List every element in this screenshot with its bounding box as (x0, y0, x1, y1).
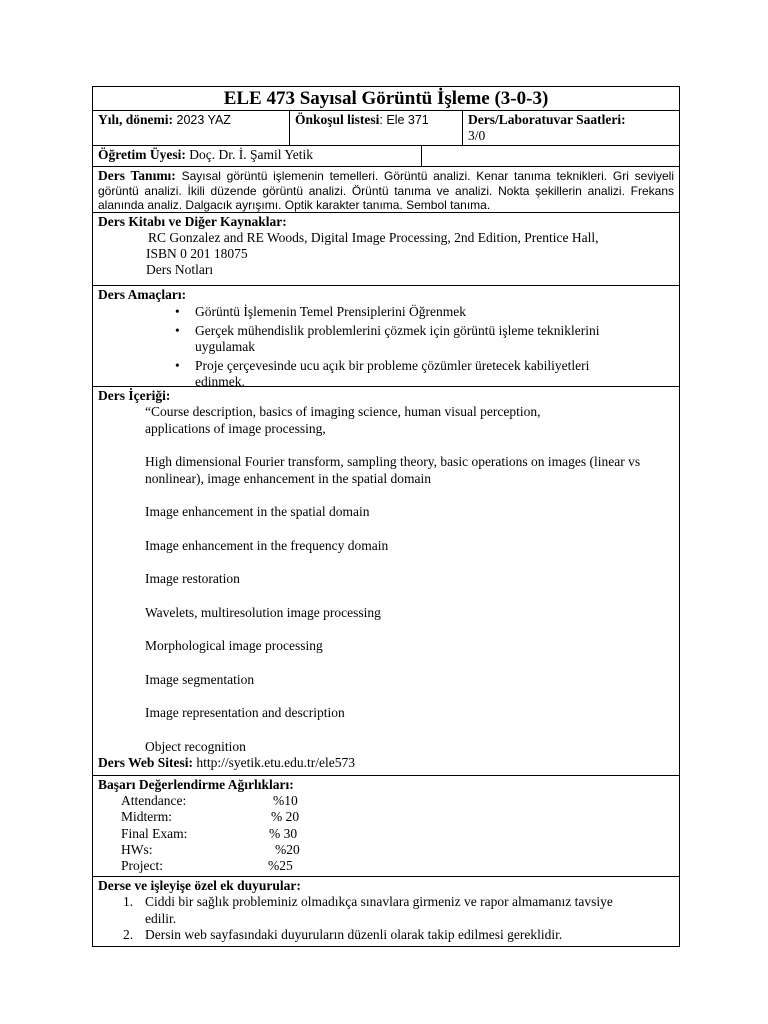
grade-value: %25 (268, 858, 293, 874)
course-syllabus-table (92, 86, 680, 947)
book-line-3: Ders Notları (146, 262, 214, 277)
grade-value: %10 (273, 793, 298, 808)
content-item: Image enhancement in the frequency domain (145, 537, 389, 553)
prereq-cell (290, 111, 463, 145)
notice-item (98, 927, 674, 944)
book-line-2: ISBN 0 201 18075 (146, 246, 248, 261)
notice-number: 1. (123, 894, 134, 909)
hours-label: Ders/Laboratuvar Saatleri: (468, 112, 626, 127)
objective-item: • Gerçek mühendislik problemlerini çözmek için görüntü işleme tekniklerini uygulamak (98, 323, 674, 356)
instructor-label: Öğretim Üyesi: (98, 147, 186, 162)
prereq-value: : Ele 371 (379, 113, 429, 127)
grade-value: % 30 (269, 825, 298, 841)
grade-value: %20 (275, 841, 300, 857)
page-title: ELE 473 Sayısal Görüntü İşleme (3-0-3) (93, 87, 679, 111)
instructor-cell (93, 146, 422, 166)
objective-item: • Görüntü İşlemenin Temel Prensiplerini Öğrenmek (98, 304, 674, 321)
description-row (93, 167, 679, 213)
books-label: Ders Kitabı ve Diğer Kaynaklar: (98, 214, 287, 229)
grade-name: HWs: (121, 841, 153, 857)
content-row (93, 387, 679, 776)
content-item: Image enhancement in the spatial domain (145, 504, 370, 519)
grade-name: Final Exam: (121, 825, 188, 841)
content-item: Object recognition (145, 738, 246, 754)
web-site-label: Ders Web Sitesi: (98, 755, 193, 770)
instructor-value: Doç. Dr. İ. Şamil Yetik (185, 147, 313, 162)
description-value: Sayısal görüntü işlemenin temelleri. Görüntü analizi. Kenar tanıma teknikleri. Gri seviyeli görüntü analizi. İkili düzende görüntü analizi. Örüntü tanıma ve analizi. Nokta şekillerin analizi. Frekans alanında analiz. Dalgacık ayrışımı. Optik karakter tanıma. Sembol tanıma. (98, 169, 674, 212)
book-line-1: RC Gonzalez and RE Woods, Digital Image Processing, 2nd Edition, Prentice Hall, (148, 230, 599, 245)
content-item: Image representation and description (145, 705, 345, 720)
grade-value: % 20 (271, 809, 300, 825)
content-item: Image segmentation (145, 671, 255, 687)
content-item: “Course description, basics of imaging science, human visual perception, applications of image processing, (145, 404, 541, 436)
hours-value: 3/0 (468, 128, 486, 143)
year-value: 2023 YAZ (173, 113, 231, 127)
notice-item (98, 894, 674, 927)
web-site-link[interactable]: http://syetik.etu.edu.tr/ele573 (193, 755, 355, 770)
content-item: Wavelets, multiresolution image processing (145, 604, 381, 620)
notice-text: Ciddi bir sağlık probleminiz olmadıkça sınavlara girmeniz ve rapor almamanız tavsiye edilir. (145, 894, 613, 926)
prereq-label: Önkoşul listesi (295, 112, 380, 127)
instructor-empty-cell (422, 146, 677, 166)
grading-row (93, 776, 679, 877)
content-item: Image restoration (145, 571, 240, 586)
books-row (93, 213, 679, 286)
notices-label: Derse ve işleyişe özel ek duyurular: (98, 878, 301, 893)
info-row (93, 111, 679, 146)
objectives-label: Ders Amaçları: (98, 287, 187, 302)
grade-name: Midterm: (121, 809, 172, 825)
notice-number: 2. (123, 927, 134, 942)
web-site-line (98, 755, 674, 771)
content-item: Morphological image processing (145, 638, 323, 653)
objectives-list (98, 304, 674, 391)
hours-cell (463, 111, 677, 145)
year-label: Yılı, dönemi: (98, 112, 174, 127)
grading-table (121, 793, 674, 874)
year-cell (93, 111, 290, 145)
description-label: Ders Tanımı: (98, 168, 176, 183)
notice-text: Dersin web sayfasındaki duyuruların düzenli olarak takip edilmesi gereklidir. (145, 927, 563, 942)
grading-label: Başarı Değerlendirme Ağırlıkları: (98, 777, 294, 792)
grade-name: Attendance: (121, 793, 187, 808)
objective-item: • Proje çerçevesinde ucu açık bir probleme çözümler üretecek kabiliyetleri edinmek. (98, 358, 674, 391)
objectives-row (93, 286, 679, 387)
grade-name: Project: (121, 858, 163, 874)
notices-row (93, 877, 679, 946)
notices-list (98, 894, 674, 944)
content-label: Ders İçeriği: (98, 388, 171, 403)
content-item: High dimensional Fourier transform, sampling theory, basic operations on images (linear vs nonlinear), image enhancement in the spatial domain (145, 454, 641, 486)
instructor-row (93, 146, 679, 167)
